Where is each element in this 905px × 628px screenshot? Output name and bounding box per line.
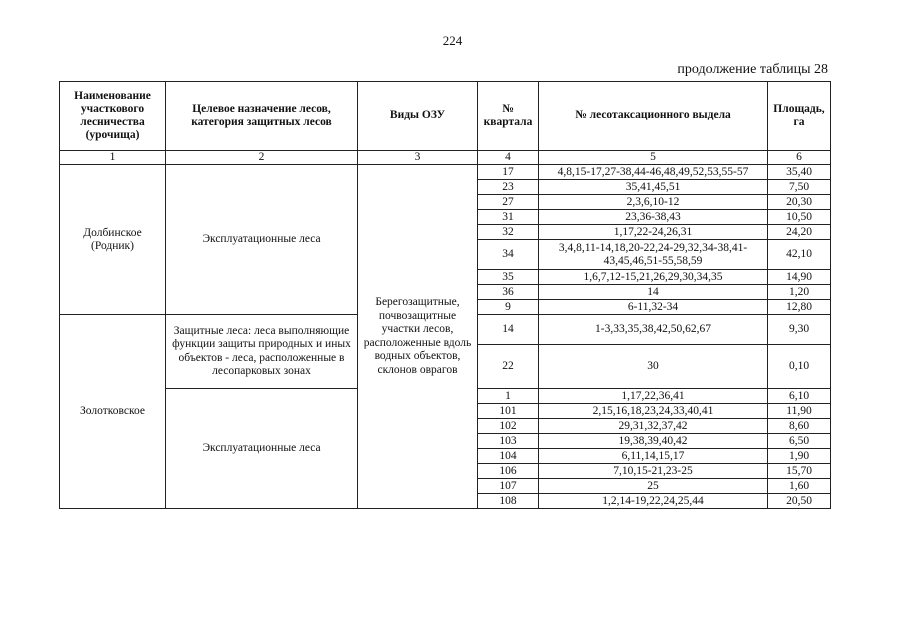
table-continuation-label: продолжение таблицы 28: [677, 62, 828, 77]
vydel-cell: 1,17,22-24,26,31: [539, 225, 768, 240]
kvartal-cell: 22: [478, 345, 539, 389]
page-number: 224: [442, 33, 463, 48]
kvartal-cell: 9: [478, 300, 539, 315]
kvartal-cell: 27: [478, 195, 539, 210]
column-number-row: [60, 151, 831, 165]
vydel-cell: 2,15,16,18,23,24,33,40,41: [539, 404, 768, 419]
kvartal-cell: 34: [478, 240, 539, 270]
vydel-cell: 30: [539, 345, 768, 389]
column-number: 6: [768, 151, 831, 165]
ozu-type: Берегозащитные, почвозащитные участки лесов, расположенные вдоль водных объектов, склонов оврагов: [358, 165, 478, 509]
vydel-cell: 19,38,39,40,42: [539, 434, 768, 449]
area-cell: 6,50: [768, 434, 831, 449]
area-cell: 10,50: [768, 210, 831, 225]
vydel-cell: 6-11,32-34: [539, 300, 768, 315]
area-cell: 11,90: [768, 404, 831, 419]
kvartal-cell: 101: [478, 404, 539, 419]
area-cell: 15,70: [768, 464, 831, 479]
area-cell: 1,20: [768, 285, 831, 300]
kvartal-cell: 36: [478, 285, 539, 300]
kvartal-cell: 108: [478, 494, 539, 509]
column-number: 5: [539, 151, 768, 165]
kvartal-cell: 103: [478, 434, 539, 449]
vydel-cell: 4,8,15-17,27-38,44-46,48,49,52,53,55-57: [539, 165, 768, 180]
area-cell: 42,10: [768, 240, 831, 270]
area-cell: 9,30: [768, 315, 831, 345]
kvartal-cell: 1: [478, 389, 539, 404]
vydel-cell: 23,36-38,43: [539, 210, 768, 225]
purpose-exploitation: Эксплуатационные леса: [166, 165, 358, 315]
header-forestry-name: Наименование участкового лесничества (урочища): [60, 82, 166, 151]
kvartal-cell: 17: [478, 165, 539, 180]
area-cell: 1,60: [768, 479, 831, 494]
vydel-cell: 2,3,6,10-12: [539, 195, 768, 210]
forestry-name-dolbinskoe: Долбинское (Родник): [60, 165, 166, 315]
kvartal-cell: 35: [478, 270, 539, 285]
column-number: 2: [166, 151, 358, 165]
area-cell: 6,10: [768, 389, 831, 404]
vydel-cell: 3,4,8,11-14,18,20-22,24-29,32,34-38,41-43,45,46,51-55,58,59: [539, 240, 768, 270]
kvartal-cell: 104: [478, 449, 539, 464]
vydel-cell: 29,31,32,37,42: [539, 419, 768, 434]
header-area: Площадь, га: [768, 82, 831, 151]
vydel-cell: 1,17,22,36,41: [539, 389, 768, 404]
vydel-cell: 1,6,7,12-15,21,26,29,30,34,35: [539, 270, 768, 285]
kvartal-cell: 14: [478, 315, 539, 345]
kvartal-cell: 31: [478, 210, 539, 225]
purpose-exploitation: Эксплуатационные леса: [166, 389, 358, 509]
column-number: 4: [478, 151, 539, 165]
vydel-cell: 35,41,45,51: [539, 180, 768, 195]
vydel-cell: 1-3,33,35,38,42,50,62,67: [539, 315, 768, 345]
column-number: 1: [60, 151, 166, 165]
vydel-cell: 25: [539, 479, 768, 494]
area-cell: 35,40: [768, 165, 831, 180]
column-number: 3: [358, 151, 478, 165]
kvartal-cell: 23: [478, 180, 539, 195]
vydel-cell: 7,10,15-21,23-25: [539, 464, 768, 479]
area-cell: 24,20: [768, 225, 831, 240]
area-cell: 12,80: [768, 300, 831, 315]
table-header-row: [60, 82, 831, 151]
table-row: [60, 165, 831, 180]
header-vydel: № лесотаксационного выдела: [539, 82, 768, 151]
kvartal-cell: 32: [478, 225, 539, 240]
header-purpose: Целевое назначение лесов, категория защитных лесов: [166, 82, 358, 151]
forest-table: [59, 81, 831, 509]
area-cell: 20,30: [768, 195, 831, 210]
vydel-cell: 1,2,14-19,22,24,25,44: [539, 494, 768, 509]
area-cell: 8,60: [768, 419, 831, 434]
area-cell: 7,50: [768, 180, 831, 195]
area-cell: 1,90: [768, 449, 831, 464]
area-cell: 0,10: [768, 345, 831, 389]
header-kvartal: № квартала: [478, 82, 539, 151]
kvartal-cell: 102: [478, 419, 539, 434]
area-cell: 14,90: [768, 270, 831, 285]
header-ozu-type: Виды ОЗУ: [358, 82, 478, 151]
forestry-name-zolotkovskoe: Золотковское: [60, 315, 166, 509]
vydel-cell: 14: [539, 285, 768, 300]
kvartal-cell: 106: [478, 464, 539, 479]
area-cell: 20,50: [768, 494, 831, 509]
purpose-protective: Защитные леса: леса выполняющие функции защиты природных и иных объектов - леса, расположенные в лесопарковых зонах: [166, 315, 358, 389]
kvartal-cell: 107: [478, 479, 539, 494]
vydel-cell: 6,11,14,15,17: [539, 449, 768, 464]
